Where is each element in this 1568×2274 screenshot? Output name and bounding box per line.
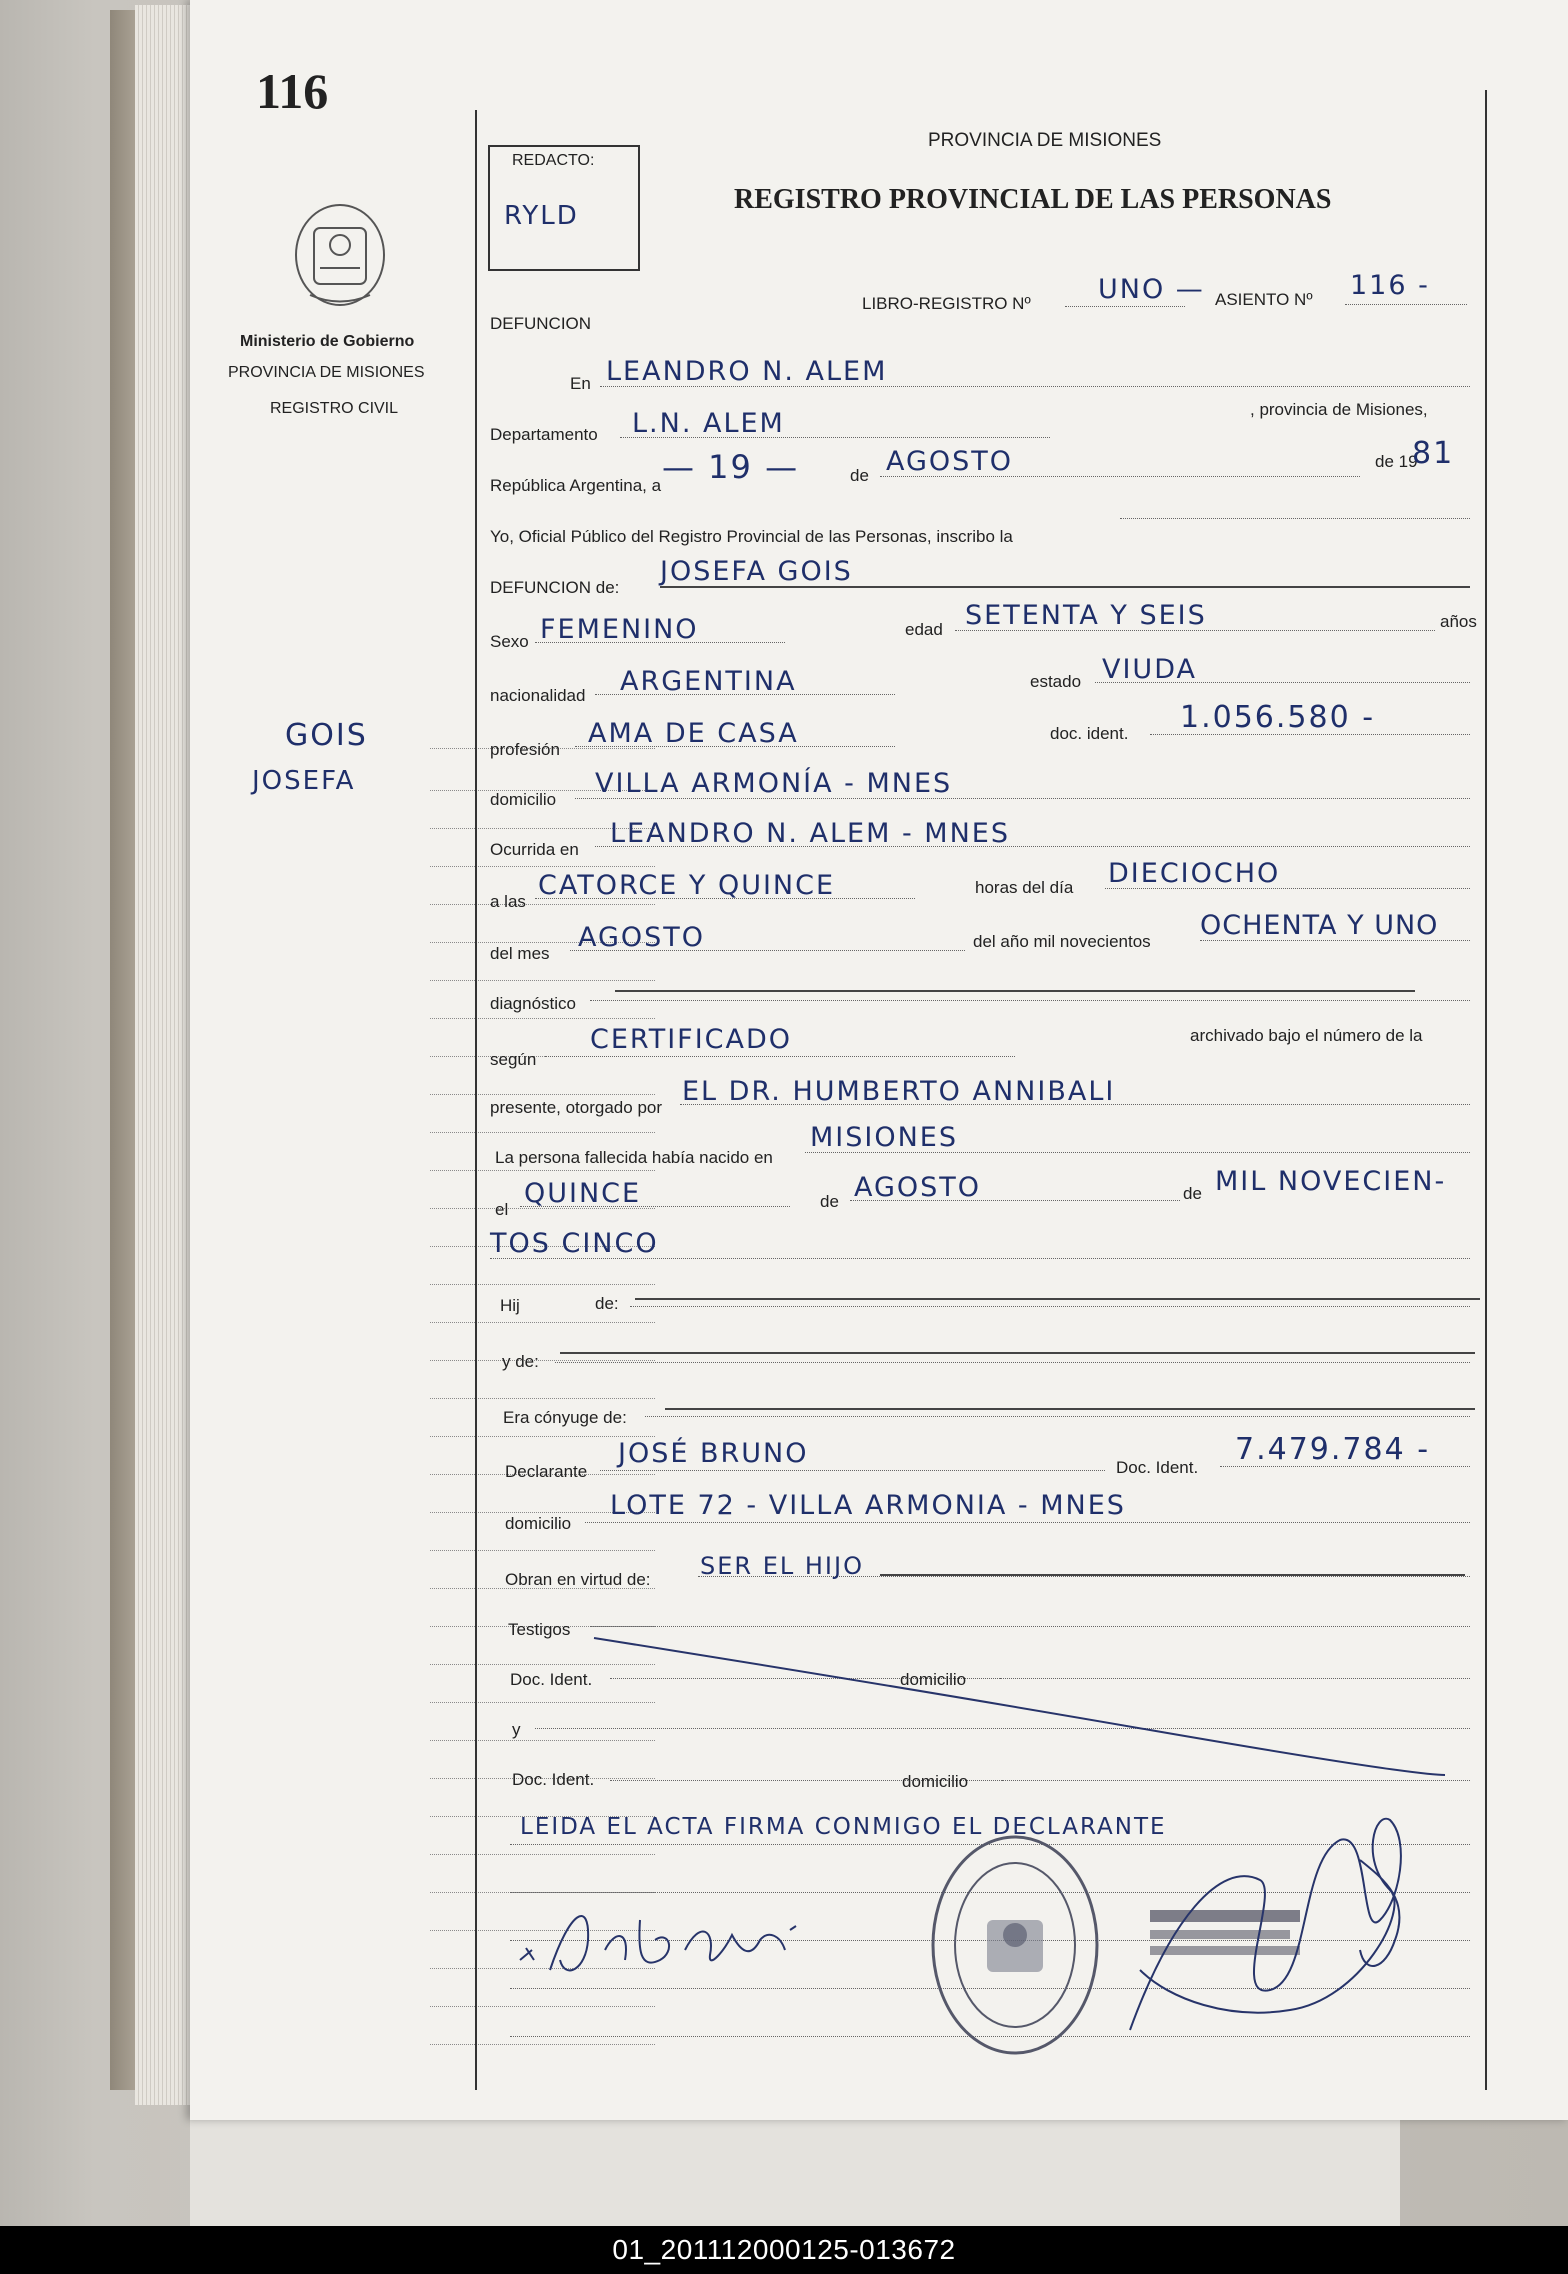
sexo-label: Sexo — [490, 632, 529, 651]
doc-ident-2-label: Doc. Ident. — [512, 1770, 595, 1789]
book-bottom-edge — [190, 2120, 1400, 2230]
horas-label: horas del día — [975, 878, 1074, 897]
declarante-doc-value: 7.479.784 - — [1235, 1432, 1431, 1467]
nacido-label: La persona fallecida había nacido en — [495, 1148, 773, 1167]
declarant-signature — [510, 1890, 810, 2000]
registry-label: REGISTRO CIVIL — [270, 400, 399, 417]
domicilio-label: domicilio — [490, 790, 557, 809]
provincia-suffix: , provincia de Misiones, — [1250, 400, 1428, 419]
redacto-box — [488, 145, 640, 271]
left-province-label: PROVINCIA DE MISIONES — [228, 364, 425, 381]
del-ano-label: del año mil novecientos — [973, 932, 1151, 951]
officer-stamp-signature — [1110, 1800, 1450, 2070]
republica-label: República Argentina, a — [490, 476, 662, 495]
doc-value: 1.056.580 - — [1180, 700, 1376, 735]
libro-value: UNO — — [1098, 274, 1205, 305]
oficial-text: Yo, Oficial Público del Registro Provincial de las Personas, inscribo la — [490, 527, 1013, 546]
domicilio-1-label: domicilio — [900, 1670, 967, 1689]
estado-label: estado — [1030, 672, 1082, 691]
ano-value: OCHENTA Y UNO — [1200, 910, 1439, 941]
archivado-label: archivado bajo el número de la — [1190, 1026, 1423, 1045]
hij-de-label: de: — [595, 1294, 619, 1313]
closing-text: LEIDA EL ACTA FIRMA CONMIGO EL DECLARANTE — [520, 1814, 1167, 1840]
coat-of-arms-icon — [290, 200, 390, 310]
presente-value: EL DR. HUMBERTO ANNIBALI — [682, 1076, 1116, 1107]
asiento-value: 116 - — [1350, 270, 1430, 301]
y-de-label: y de: — [502, 1352, 539, 1371]
libro-label: LIBRO-REGISTRO Nº — [862, 294, 1031, 313]
defuncion-de-label: DEFUNCION de: — [490, 578, 620, 597]
de-label: de — [850, 466, 869, 485]
profesion-value: AMA DE CASA — [588, 718, 799, 749]
el-label: el — [495, 1200, 509, 1219]
del-mes-label: del mes — [490, 944, 550, 963]
y-label: y — [512, 1720, 521, 1739]
declarante-label: Declarante — [505, 1462, 588, 1481]
testigos-label: Testigos — [508, 1620, 571, 1639]
sexo-value: FEMENINO — [540, 614, 699, 645]
obran-value: SER EL HIJO — [700, 1552, 864, 1580]
official-seal — [925, 1830, 1105, 2060]
doc-label: doc. ident. — [1050, 724, 1129, 743]
margin-surname: GOIS — [285, 718, 368, 753]
anos-label: años — [1440, 612, 1477, 631]
day-value: — 19 — — [662, 448, 800, 486]
nac-mes-value: AGOSTO — [854, 1172, 982, 1203]
declarante-domicilio-value: LOTE 72 - VILLA ARMONIA - MNES — [610, 1490, 1126, 1521]
right-margin-rule — [1485, 90, 1487, 2090]
a-las-label: a las — [490, 892, 526, 911]
segun-label: según — [490, 1050, 537, 1069]
segun-value: CERTIFICADO — [590, 1024, 793, 1055]
nac-ano-value-continued: TOS CINCO — [490, 1228, 659, 1259]
en-label: En — [570, 374, 591, 393]
ocurrida-value: LEANDRO N. ALEM - MNES — [610, 818, 1010, 849]
nacionalidad-label: nacionalidad — [490, 686, 586, 705]
edad-value: SETENTA Y SEIS — [965, 600, 1207, 631]
year-value: 81 — [1412, 436, 1455, 471]
en-value: LEANDRO N. ALEM — [606, 356, 888, 387]
redacto-value: RYLD — [504, 201, 579, 231]
page-edges — [135, 5, 195, 2105]
hij-label: Hij — [500, 1296, 520, 1315]
cancellation-stroke — [590, 1630, 1450, 1790]
obran-label: Obran en virtud de: — [505, 1570, 651, 1589]
nacionalidad-value: ARGENTINA — [620, 666, 797, 697]
asiento-label: ASIENTO Nº — [1215, 290, 1313, 309]
edad-label: edad — [905, 620, 943, 639]
declarante-domicilio-label: domicilio — [505, 1514, 572, 1533]
act-type-label: DEFUNCION — [490, 314, 592, 333]
province-header: PROVINCIA DE MISIONES — [928, 130, 1162, 151]
profesion-label: profesión — [490, 740, 560, 759]
ocurrida-label: Ocurrida en — [490, 840, 579, 859]
doc-ident-1-label: Doc. Ident. — [510, 1670, 593, 1689]
defuncion-de-value: JOSEFA GOIS — [660, 556, 853, 587]
nacido-value: MISIONES — [810, 1122, 959, 1153]
departamento-label: Departamento — [490, 425, 598, 444]
registry-title: REGISTRO PROVINCIAL DE LAS PERSONAS — [734, 184, 1332, 215]
month-value: AGOSTO — [886, 446, 1014, 477]
conyuge-label: Era cónyuge de: — [503, 1408, 627, 1427]
left-column-rule — [475, 110, 477, 2090]
image-caption: 01_201112000125-013672 — [0, 2226, 1568, 2274]
nac-de-label: de — [820, 1192, 839, 1211]
domicilio-value: VILLA ARMONÍA - MNES — [595, 768, 953, 799]
margin-given-name: JOSEFA — [252, 766, 356, 796]
domicilio-2-label: domicilio — [902, 1772, 969, 1791]
dia-value: DIECIOCHO — [1108, 858, 1281, 889]
mes-value: AGOSTO — [578, 922, 706, 953]
diagnostico-label: diagnóstico — [490, 994, 577, 1013]
nac-dia-value: QUINCE — [524, 1178, 642, 1209]
year-label: de 19 — [1375, 452, 1418, 471]
register-page — [190, 0, 1568, 2120]
hora-value: CATORCE Y QUINCE — [538, 870, 836, 901]
departamento-value: L.N. ALEM — [632, 408, 785, 439]
estado-value: VIUDA — [1102, 654, 1197, 685]
declarante-value: JOSÉ BRUNO — [618, 1438, 809, 1469]
redacto-label: REDACTO: — [512, 152, 595, 169]
declarante-doc-label: Doc. Ident. — [1116, 1458, 1199, 1477]
presente-label: presente, otorgado por — [490, 1098, 663, 1117]
page-number: 116 — [256, 63, 329, 119]
nac-ano-value: MIL NOVECIEN- — [1215, 1166, 1447, 1197]
nac-de2-label: de — [1183, 1184, 1202, 1203]
ministry-label: Ministerio de Gobierno — [240, 333, 415, 350]
